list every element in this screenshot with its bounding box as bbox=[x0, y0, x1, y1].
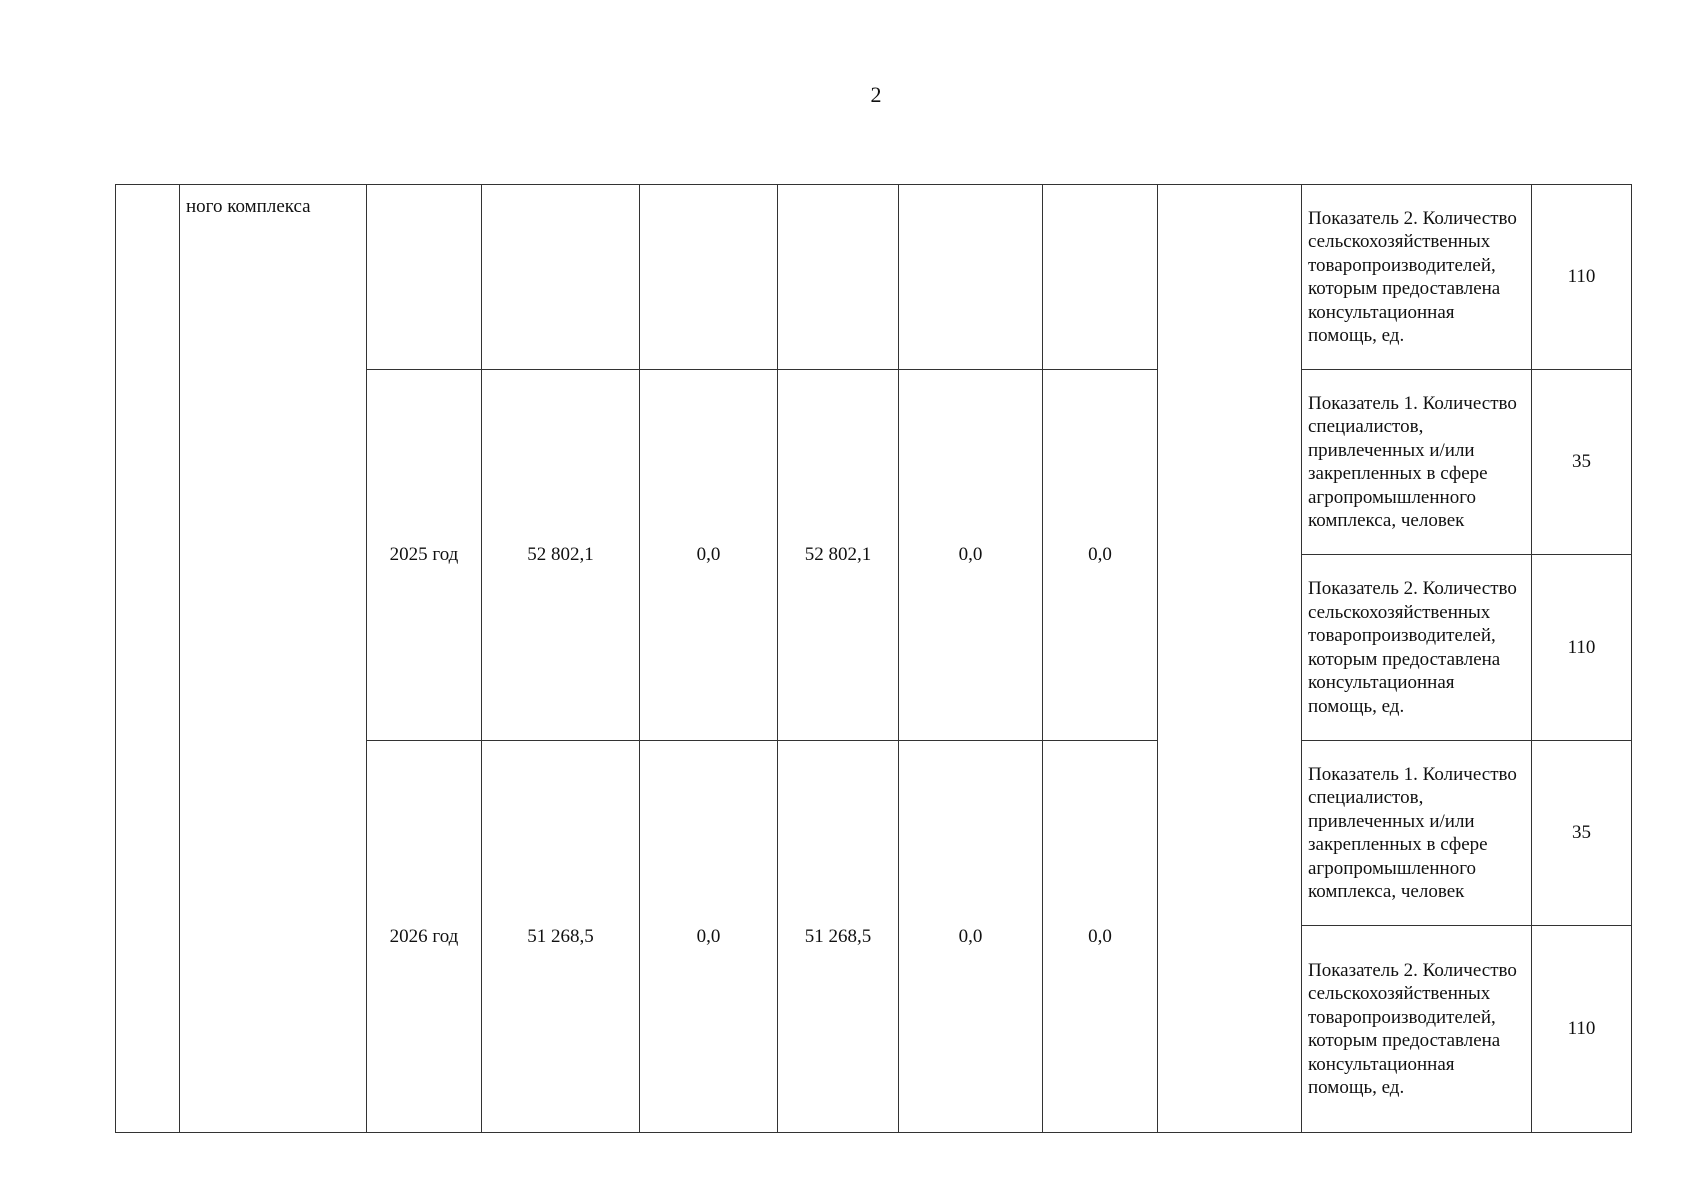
number-cell bbox=[116, 185, 180, 1133]
funding-cell: 0,0 bbox=[640, 741, 778, 1133]
funding-cell bbox=[899, 185, 1043, 370]
funding-cell bbox=[1043, 185, 1158, 370]
funding-cell: 51 268,5 bbox=[778, 741, 899, 1133]
indicator-text: Показатель 2. Количество сельскохозяйственных товаропроизводителей, которым предоставлена консультационная помощь, ед. bbox=[1308, 578, 1517, 717]
total-cell: 52 802,1 bbox=[482, 370, 640, 741]
total-cell: 51 268,5 bbox=[482, 741, 640, 1133]
table-row bbox=[116, 185, 1632, 370]
executor-cell bbox=[1158, 185, 1302, 1133]
funding-cell: 0,0 bbox=[899, 741, 1043, 1133]
indicator-value: 110 bbox=[1532, 185, 1632, 370]
indicator-value: 110 bbox=[1532, 555, 1632, 741]
total-cell bbox=[482, 185, 640, 370]
program-table bbox=[115, 184, 1632, 1133]
funding-cell bbox=[778, 185, 899, 370]
indicator-text: Показатель 1. Количество специалистов, привлеченных и/или закрепленных в сфере агропромышленного комплекса, человек bbox=[1308, 763, 1517, 902]
funding-cell bbox=[640, 185, 778, 370]
indicator-text: Показатель 2. Количество сельскохозяйственных товаропроизводителей, которым предоставлена консультационная помощь, ед. bbox=[1308, 207, 1517, 346]
indicator-cell bbox=[1302, 185, 1532, 370]
indicator-value: 35 bbox=[1532, 370, 1632, 555]
funding-cell: 0,0 bbox=[899, 370, 1043, 741]
year-cell bbox=[367, 185, 482, 370]
funding-cell: 0,0 bbox=[1043, 370, 1158, 741]
indicator-cell bbox=[1302, 555, 1532, 741]
indicator-value: 110 bbox=[1532, 926, 1632, 1133]
funding-cell: 52 802,1 bbox=[778, 370, 899, 741]
year-cell: 2026 год bbox=[367, 741, 482, 1133]
program-name-cell: ного комплекса bbox=[180, 185, 367, 1133]
funding-cell: 0,0 bbox=[1043, 741, 1158, 1133]
year-cell: 2025 год bbox=[367, 370, 482, 741]
indicator-text: Показатель 1. Количество специалистов, привлеченных и/или закрепленных в сфере агропромышленного комплекса, человек bbox=[1308, 392, 1517, 531]
indicator-text: Показатель 2. Количество сельскохозяйственных товаропроизводителей, которым предоставлена консультационная помощь, ед. bbox=[1308, 959, 1517, 1098]
indicator-cell bbox=[1302, 370, 1532, 555]
funding-cell: 0,0 bbox=[640, 370, 778, 741]
indicator-cell bbox=[1302, 926, 1532, 1133]
page-number: 2 bbox=[870, 82, 882, 107]
indicator-value: 35 bbox=[1532, 741, 1632, 926]
indicator-cell bbox=[1302, 741, 1532, 926]
